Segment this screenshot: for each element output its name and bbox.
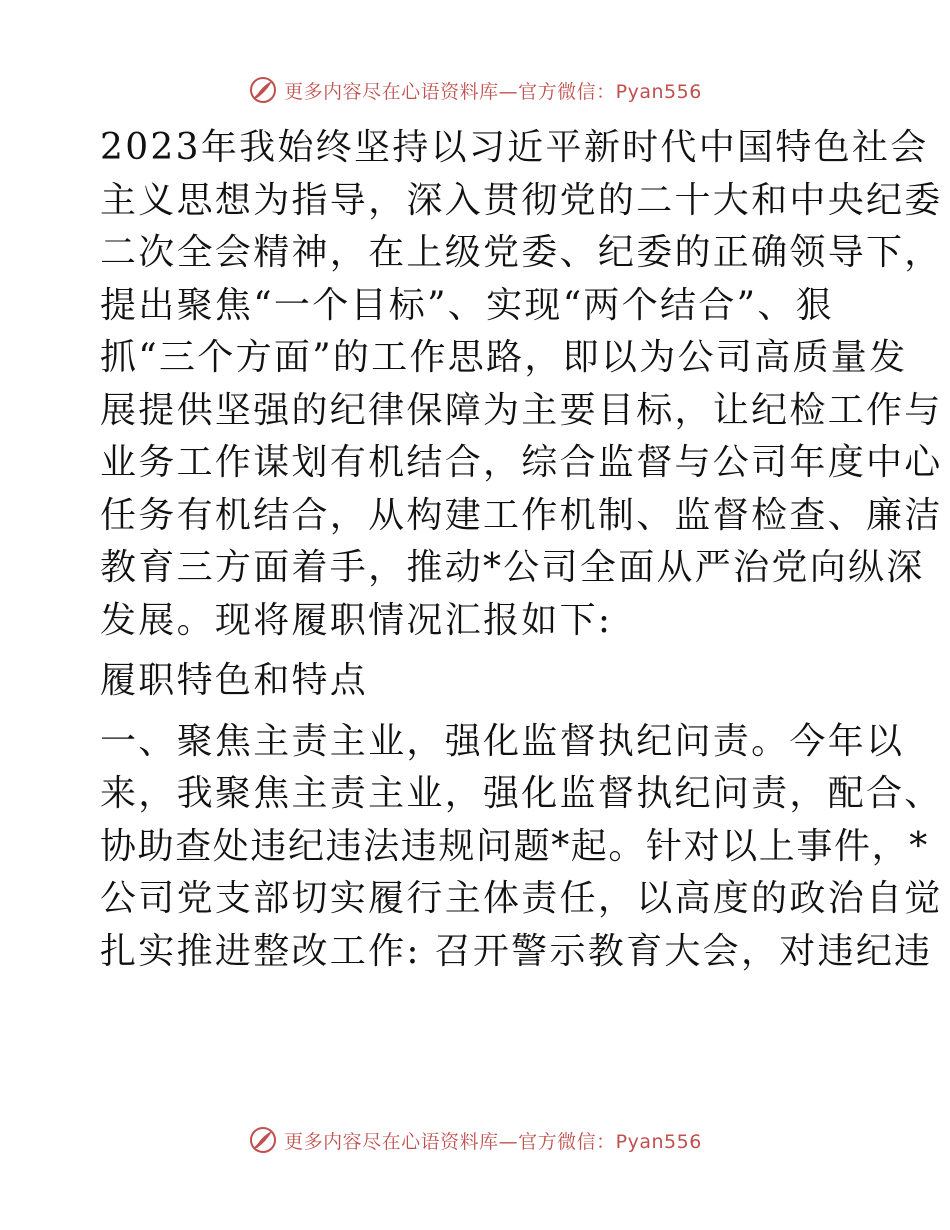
feather-pen-logo-icon — [248, 1125, 278, 1155]
body-line: 公司党支部切实履行主体责任，以高度的政治自觉 — [100, 878, 943, 919]
feather-pen-logo-icon — [248, 75, 278, 105]
body-line: 2023年我始终坚持以习近平新时代中国特色社会 — [100, 127, 929, 168]
body-line: 来，我聚焦主责主业，强化监督执纪问责，配合、 — [100, 773, 943, 814]
body-line: 业务工作谋划有机结合，综合监督与公司年度中心 — [100, 442, 943, 483]
body-line: 展提供坚强的纪律保障为主要目标，让纪检工作与 — [100, 389, 943, 431]
body-line: 扎实推进整改工作: 召开警示教育大会，对违纪违 — [100, 930, 933, 972]
body-line: 二次全会精神，在上级党委、纪委的正确领导下， — [100, 232, 943, 273]
body-line: 协助查处违纪违法违规问题*起。针对以上事件，* — [100, 825, 929, 867]
header-banner — [0, 70, 950, 110]
body-line: 教育三方面着手，推动*公司全面从严治党向纵深 — [100, 547, 925, 588]
banner-text: 更多内容尽在心语资料库—官方微信：Pyan556 — [284, 80, 702, 103]
body-line: 抓“三个方面”的工作思路，即以为公司高质量发 — [100, 337, 908, 378]
body-line: 发展。现将履职情况汇报如下: — [100, 599, 613, 641]
footer-banner — [0, 1120, 950, 1160]
body-line: 主义思想为指导，深入贯彻党的二十大和中央纪委 — [100, 179, 943, 221]
body-line: 提出聚焦“一个目标”、实现“两个结合”、狠 — [100, 284, 834, 326]
banner-text: 更多内容尽在心语资料库—官方微信：Pyan556 — [284, 1130, 702, 1153]
body-line: 一、聚焦主责主业，强化监督执纪问责。今年以 — [100, 720, 905, 762]
section-heading: 履职特色和特点 — [100, 660, 369, 701]
document-body — [100, 122, 943, 978]
body-line: 任务有机结合，从构建工作机制、监督检查、廉洁 — [100, 494, 943, 536]
